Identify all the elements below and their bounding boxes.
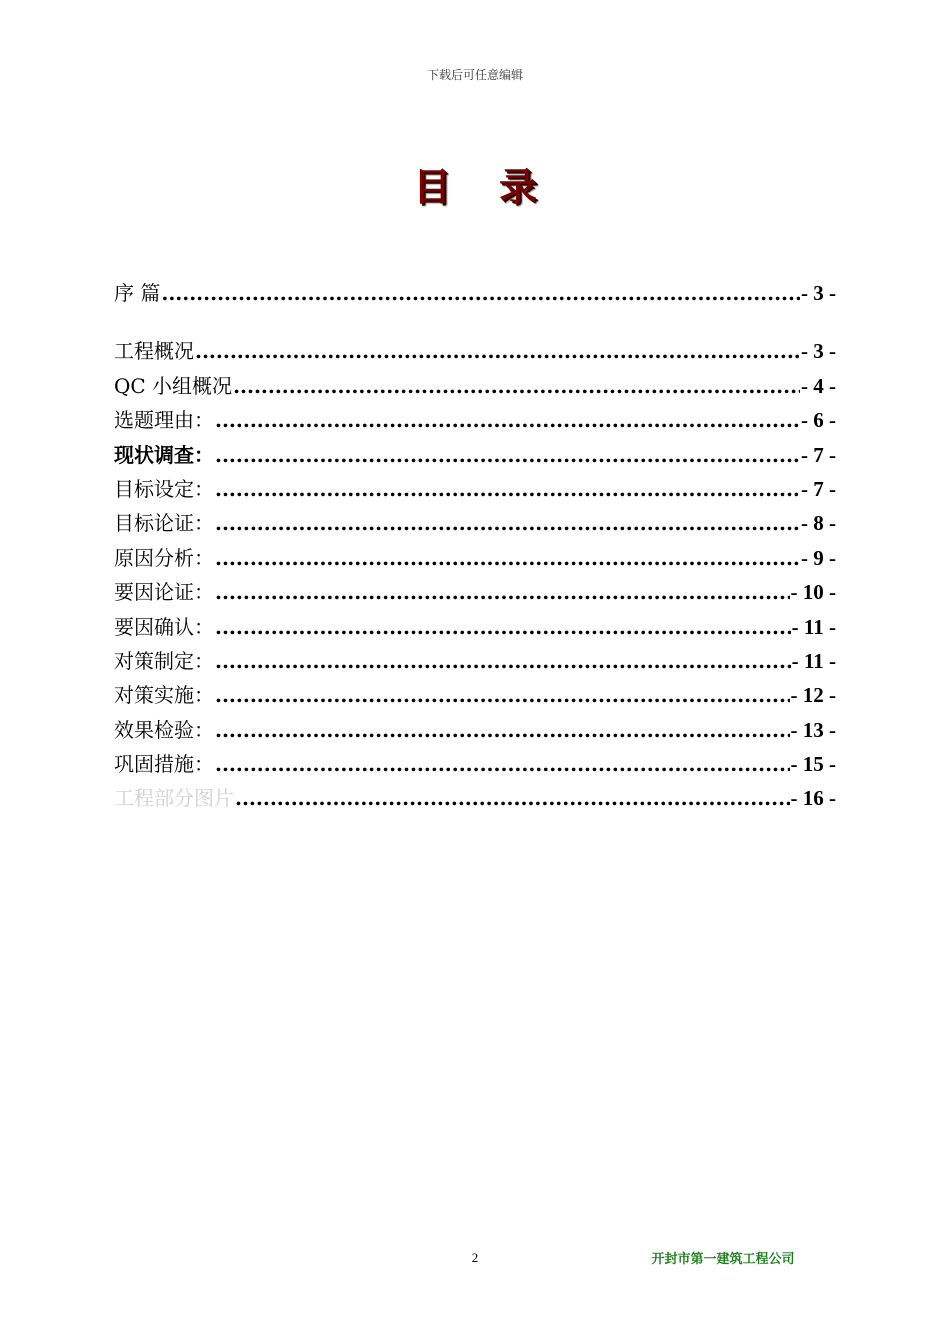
toc-entry-target-setting[interactable]	[114, 472, 836, 506]
toc-entry-page: - 12 -	[790, 683, 836, 708]
toc-entry-topic-reason[interactable]	[114, 403, 836, 437]
toc-entry-page: - 13 -	[790, 717, 836, 742]
toc-entry-label: 原因分析：	[114, 545, 214, 570]
toc-leader-dots	[161, 276, 800, 310]
toc-entry-status-survey[interactable]	[114, 438, 836, 472]
toc-entry-page: - 3 -	[801, 339, 836, 364]
toc-leader-dots	[235, 781, 790, 815]
toc-leader-dots	[215, 541, 800, 575]
toc-leader-dots	[215, 506, 800, 540]
toc-entry-key-cause-argument[interactable]	[114, 575, 836, 609]
toc-leader-dots	[215, 644, 791, 678]
toc-leader-dots	[215, 610, 791, 644]
toc-entry-page: - 15 -	[790, 752, 836, 777]
toc-entry-page: - 9 -	[801, 545, 836, 570]
toc-entry-page: - 10 -	[790, 580, 836, 605]
toc-leader-dots	[215, 575, 790, 609]
toc-entry-page: - 7 -	[801, 476, 836, 501]
toc-leader-dots	[233, 369, 800, 403]
toc-entry-label: 要因确认：	[114, 614, 214, 639]
toc-entry-key-cause-confirm[interactable]	[114, 610, 836, 644]
toc-title: 目录	[412, 165, 585, 209]
toc-entry-label: 巩固措施：	[114, 752, 214, 777]
toc-entry-page: - 7 -	[801, 442, 836, 467]
toc-entry-cause-analysis[interactable]	[114, 541, 836, 575]
toc-entry-label: QC 小组概况	[114, 373, 233, 398]
toc-entry-label: 现状调查：	[114, 442, 214, 467]
toc-leader-dots	[215, 678, 790, 712]
toc-entry-label: 要因论证：	[114, 580, 214, 605]
toc-entry-project-overview[interactable]	[114, 334, 836, 368]
toc-leader-dots	[215, 472, 800, 506]
toc-entry-label: 工程部分图片	[114, 786, 234, 811]
toc-entry-consolidation[interactable]	[114, 747, 836, 781]
toc-entry-page: - 16 -	[790, 786, 836, 811]
toc-entry-project-photos[interactable]	[114, 781, 836, 815]
toc-leader-dots	[215, 403, 800, 437]
toc-entry-effect-check[interactable]	[114, 713, 836, 747]
toc-leader-dots	[215, 438, 800, 472]
toc-entry-countermeasure-plan[interactable]	[114, 644, 836, 678]
toc-entry-preface[interactable]	[114, 276, 836, 310]
toc-entry-target-argument[interactable]	[114, 506, 836, 540]
table-of-contents	[114, 276, 836, 816]
toc-entry-label: 效果检验：	[114, 717, 214, 742]
toc-entry-label: 选题理由：	[114, 408, 214, 433]
toc-entry-page: - 4 -	[801, 373, 836, 398]
toc-leader-dots	[195, 334, 800, 368]
toc-entry-qc-group[interactable]	[114, 369, 836, 403]
toc-entry-page: - 11 -	[791, 614, 836, 639]
toc-entry-label: 对策实施：	[114, 683, 214, 708]
toc-entry-label: 目标论证：	[114, 511, 214, 536]
toc-entry-page: - 3 -	[801, 281, 836, 305]
toc-entry-label: 工程概况	[114, 339, 194, 364]
toc-entry-label: 对策制定：	[114, 648, 214, 673]
toc-entry-countermeasure-implement[interactable]	[114, 678, 836, 712]
toc-entry-page: - 8 -	[801, 511, 836, 536]
header-note: 下载后可任意编辑	[426, 68, 523, 82]
toc-entry-page: - 11 -	[791, 648, 836, 673]
footer-page-number: 2	[471, 1250, 479, 1265]
toc-entry-label: 目标设定：	[114, 476, 214, 501]
toc-leader-dots	[215, 713, 790, 747]
toc-entry-page: - 6 -	[801, 408, 836, 433]
toc-entry-label: 序 篇	[114, 281, 161, 305]
toc-leader-dots	[215, 747, 790, 781]
footer-company-name: 开封市第一建筑工程公司	[651, 1252, 795, 1267]
